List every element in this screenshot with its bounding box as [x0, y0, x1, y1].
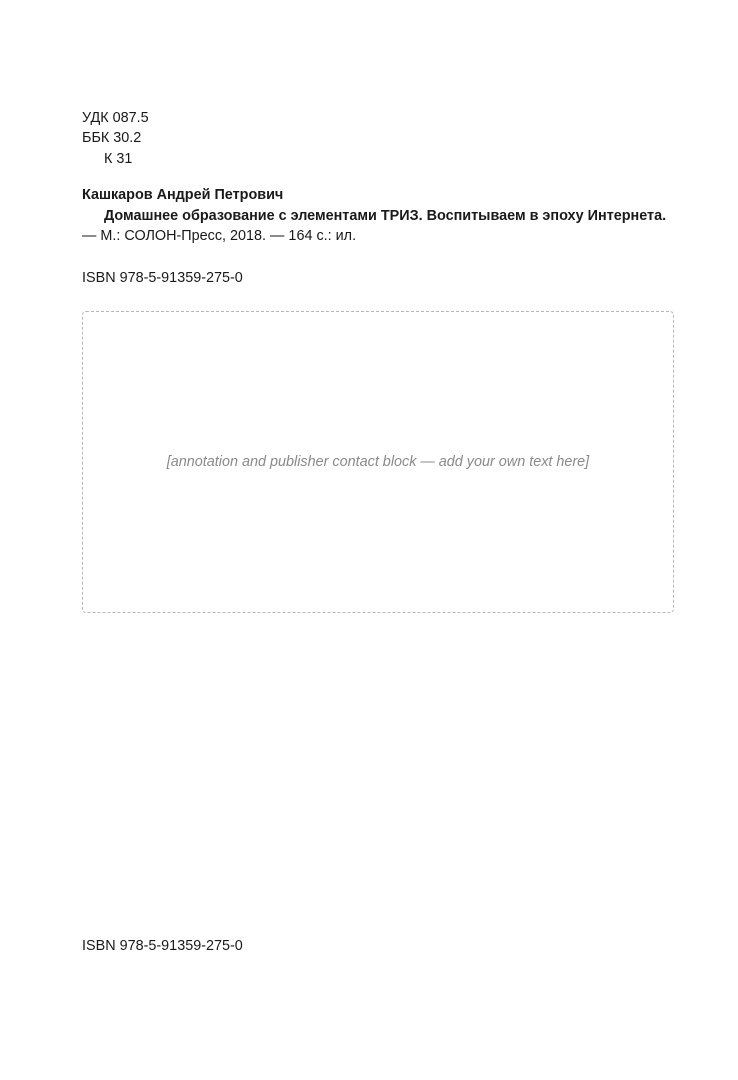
udk-code: УДК 087.5: [82, 110, 149, 126]
isbn-bottom: ISBN 978-5-91359-275-0: [82, 938, 243, 954]
footer-row: [82, 938, 662, 954]
bbk-code: ББК 30.2: [82, 130, 142, 147]
author-name: Кашкаров Андрей Петрович: [82, 187, 284, 204]
body-placeholder: [annotation and publisher contact block — add your own text here]: [82, 311, 674, 613]
imprint-line: — М.: СОЛОН-Пресс, 2018. — 164 с.: ил.: [82, 228, 357, 245]
book-title: Домашнее образование с элементами ТРИЗ. Воспитываем в эпоху Интернета.: [104, 207, 667, 224]
cutter-code: К 31: [104, 150, 133, 167]
imprint-page: [82, 108, 674, 613]
isbn-top: ISBN 978-5-91359-275-0: [82, 270, 243, 287]
